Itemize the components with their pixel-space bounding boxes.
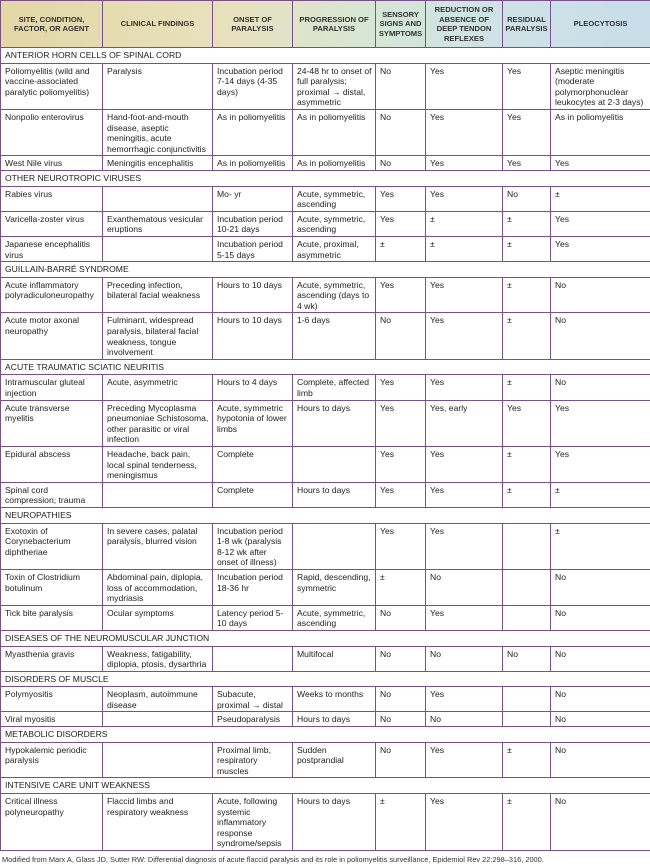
table-cell: Yes — [376, 211, 426, 236]
table-cell: No — [551, 794, 650, 851]
table-cell: Proximal limb, respiratory muscles — [213, 742, 293, 778]
table-cell: Ocular symptoms — [103, 605, 213, 630]
table-row — [1, 712, 650, 727]
table-row — [1, 400, 650, 446]
section-row — [1, 507, 650, 523]
table-cell: No — [551, 742, 650, 778]
table-cell: Yes — [376, 277, 426, 313]
table-row — [1, 447, 650, 483]
table-cell: No — [376, 687, 426, 712]
table-cell: Yes — [503, 63, 551, 109]
table-cell — [103, 712, 213, 727]
table-cell: As in poliomyelitis — [551, 109, 650, 155]
table-cell: Spinal cord compression; trauma — [1, 482, 103, 507]
table-cell: No — [551, 313, 650, 359]
table-cell: Hand-foot-and-mouth disease, aseptic meningitis, acute hemorrhagic conjunctivitis — [103, 109, 213, 155]
table-cell: Incubation period 1-8 wk (paralysis 8-12 wk after onset of illness) — [213, 523, 293, 569]
section-row — [1, 630, 650, 646]
table-cell: Abdominal pain, diplopia, loss of accommodation, mydriasis — [103, 569, 213, 605]
table-cell: ± — [503, 742, 551, 778]
table-cell: Hours to days — [293, 482, 376, 507]
table-cell — [103, 742, 213, 778]
table-cell: Yes — [426, 375, 503, 400]
table-cell: Neoplasm, autoimmune disease — [103, 687, 213, 712]
table-cell: Acute, following systemic inflammatory response syndrome/sepsis — [213, 794, 293, 851]
table-cell: ± — [426, 236, 503, 261]
table-cell: No — [376, 156, 426, 171]
table-cell: Incubation period 18-36 hr — [213, 569, 293, 605]
table-cell: ± — [503, 211, 551, 236]
table-cell: Multifocal — [293, 646, 376, 671]
table-cell: Yes — [503, 156, 551, 171]
table-cell: Yes — [376, 482, 426, 507]
table-cell: Hours to 10 days — [213, 277, 293, 313]
table-cell: Yes — [426, 277, 503, 313]
table-cell: Yes — [551, 400, 650, 446]
column-header: ONSET OF PARALYSIS — [213, 1, 293, 48]
table-row — [1, 277, 650, 313]
table-cell: Japanese encephalitis virus — [1, 236, 103, 261]
column-header: SENSORY SIGNS AND SYMPTOMS — [376, 1, 426, 48]
table-cell: No — [503, 646, 551, 671]
table-cell: Rabies virus — [1, 186, 103, 211]
table-cell: Yes — [551, 156, 650, 171]
table-cell: Yes — [426, 687, 503, 712]
table-cell: Acute transverse myelitis — [1, 400, 103, 446]
table-header-row — [1, 1, 650, 48]
table-cell: No — [376, 646, 426, 671]
table-cell: Epidural abscess — [1, 447, 103, 483]
table-cell: Complete, affected limb — [293, 375, 376, 400]
section-row — [1, 170, 650, 186]
table-cell: As in poliomyelitis — [213, 109, 293, 155]
table-cell: Yes — [551, 211, 650, 236]
table-cell: No — [376, 313, 426, 359]
table-cell: Latency period 5-10 days — [213, 605, 293, 630]
table-cell: Rapid, descending, symmetric — [293, 569, 376, 605]
table-cell: ± — [503, 447, 551, 483]
table-cell: No — [376, 712, 426, 727]
table-cell: Intramuscular gluteal injection — [1, 375, 103, 400]
section-row — [1, 671, 650, 687]
table-cell: Poliomyelitis (wild and vaccine-associated paralytic poliomyelitis) — [1, 63, 103, 109]
table-row — [1, 646, 650, 671]
table-cell — [503, 523, 551, 569]
table-cell — [103, 482, 213, 507]
table-row — [1, 236, 650, 261]
table-row — [1, 687, 650, 712]
table-cell: ± — [503, 313, 551, 359]
table-cell: Hours to 10 days — [213, 313, 293, 359]
table-cell: ± — [551, 523, 650, 569]
table-cell: West Nile virus — [1, 156, 103, 171]
column-header: PROGRESSION OF PARALYSIS — [293, 1, 376, 48]
table-cell: Yes — [376, 447, 426, 483]
table-row — [1, 63, 650, 109]
table-cell: Exanthematous vesicular eruptions — [103, 211, 213, 236]
table-cell: Nonpolio enterovirus — [1, 109, 103, 155]
table-cell: Yes — [426, 63, 503, 109]
section-title: GUILLAIN-BARRÉ SYNDROME — [1, 262, 650, 278]
table-cell: Incubation period 7-14 days (4-35 days) — [213, 63, 293, 109]
table-cell: Yes — [376, 400, 426, 446]
table-cell: 1-6 days — [293, 313, 376, 359]
table-cell: Weeks to months — [293, 687, 376, 712]
table-cell: Sudden postprandial — [293, 742, 376, 778]
table-cell: No — [551, 375, 650, 400]
section-title: METABOLIC DISORDERS — [1, 727, 650, 743]
section-row — [1, 727, 650, 743]
table-cell: ± — [376, 569, 426, 605]
table-cell: Acute, asymmetric — [103, 375, 213, 400]
table-cell: Polymyositis — [1, 687, 103, 712]
table-cell: Yes — [426, 186, 503, 211]
table-cell — [213, 646, 293, 671]
table-row — [1, 605, 650, 630]
table-cell: No — [426, 712, 503, 727]
table-cell: ± — [376, 236, 426, 261]
table-cell: Yes — [426, 447, 503, 483]
table-cell: Hypokalemic periodic paralysis — [1, 742, 103, 778]
table-cell: Viral myositis — [1, 712, 103, 727]
table-cell — [103, 186, 213, 211]
table-cell: Hours to 4 days — [213, 375, 293, 400]
table-cell: Yes — [426, 742, 503, 778]
table-cell: Complete — [213, 447, 293, 483]
table-cell: No — [551, 277, 650, 313]
table-row — [1, 794, 650, 851]
table-cell: Acute motor axonal neuropathy — [1, 313, 103, 359]
table-cell: No — [376, 605, 426, 630]
table-cell: Yes — [551, 447, 650, 483]
table-cell: Yes — [426, 794, 503, 851]
column-header: RESIDUAL PARALYSIS — [503, 1, 551, 48]
section-title: ACUTE TRAUMATIC SCIATIC NEURITIS — [1, 359, 650, 375]
table-cell: Incubation period 5-15 days — [213, 236, 293, 261]
table-cell: Acute inflammatory polyradiculoneuropathy — [1, 277, 103, 313]
footnote: Modified from Marx A, Glass JD, Sutter RW: Differential diagnosis of acute flaccid paralysis and its role in poliomyelitis surveillance, Epidemiol Rev 22:298–316, 2000. — [0, 851, 650, 868]
table-cell: Paralysis — [103, 63, 213, 109]
table-cell: Complete — [213, 482, 293, 507]
table-cell: Hours to days — [293, 400, 376, 446]
table-cell — [103, 236, 213, 261]
table-cell: Meningitis encephalitis — [103, 156, 213, 171]
table-cell: No — [551, 687, 650, 712]
section-title: DISORDERS OF MUSCLE — [1, 671, 650, 687]
table-cell: ± — [426, 211, 503, 236]
table-row — [1, 482, 650, 507]
table-row — [1, 109, 650, 155]
table-cell: ± — [551, 186, 650, 211]
table-cell: Hours to days — [293, 712, 376, 727]
table-cell: ± — [503, 794, 551, 851]
table-cell: Myasthenia gravis — [1, 646, 103, 671]
table-cell: Flaccid limbs and respiratory weakness — [103, 794, 213, 851]
table-cell — [503, 569, 551, 605]
table-cell: Yes — [503, 109, 551, 155]
section-row — [1, 48, 650, 64]
table-cell: Toxin of Clostridium botulinum — [1, 569, 103, 605]
table-cell: Subacute, proximal → distal — [213, 687, 293, 712]
table-cell: 24-48 hr to onset of full paralysis; proximal → distal, asymmetric — [293, 63, 376, 109]
table-row — [1, 375, 650, 400]
table-cell: Yes — [426, 482, 503, 507]
table-cell: Acute, symmetric, ascending (days to 4 wk) — [293, 277, 376, 313]
table-cell: Yes — [426, 109, 503, 155]
column-header: SITE, CONDITION, FACTOR, OR AGENT — [1, 1, 103, 48]
table-cell — [503, 712, 551, 727]
table-row — [1, 211, 650, 236]
table-cell: As in poliomyelitis — [293, 156, 376, 171]
table-cell: No — [376, 109, 426, 155]
table-cell: No — [551, 712, 650, 727]
table-cell: Preceding Mycoplasma pneumoniae Schistosoma, other parasitic or viral infection — [103, 400, 213, 446]
section-row — [1, 359, 650, 375]
section-title: NEUROPATHIES — [1, 507, 650, 523]
table-cell — [293, 447, 376, 483]
table-cell: ± — [503, 375, 551, 400]
table-cell: Incubation period 10-21 days — [213, 211, 293, 236]
table-row — [1, 186, 650, 211]
table-cell: Yes — [426, 523, 503, 569]
table-row — [1, 313, 650, 359]
table-cell: Mo- yr — [213, 186, 293, 211]
table-cell: Exotoxin of Corynebacterium diphtheriae — [1, 523, 103, 569]
table-cell — [503, 687, 551, 712]
table-cell: No — [503, 186, 551, 211]
table-cell: ± — [503, 482, 551, 507]
table-cell: No — [551, 569, 650, 605]
table-cell: Hours to days — [293, 794, 376, 851]
table-cell: Yes — [426, 313, 503, 359]
table-cell: As in poliomyelitis — [293, 109, 376, 155]
table-cell: ± — [551, 482, 650, 507]
table-row — [1, 569, 650, 605]
table-cell: Acute, symmetric, ascending — [293, 186, 376, 211]
table-cell: As in poliomyelitis — [213, 156, 293, 171]
table-cell: Fulminant, widespread paralysis, bilateral facial weakness, tongue involvement — [103, 313, 213, 359]
table-cell: Yes — [376, 523, 426, 569]
table-cell: Yes — [551, 236, 650, 261]
table-cell: Aseptic meningitis (moderate polymorphonuclear leukocytes at 2-3 days) — [551, 63, 650, 109]
table-cell: Pseudoparalysis — [213, 712, 293, 727]
table-cell: Yes — [426, 605, 503, 630]
table-cell — [503, 605, 551, 630]
table-cell: Acute, symmetric, ascending — [293, 211, 376, 236]
table-cell: Yes — [376, 375, 426, 400]
table-cell: Weakness, fatigability, diplopia, ptosis, dysarthria — [103, 646, 213, 671]
table-cell: Yes — [503, 400, 551, 446]
table-cell: Preceding infection, bilateral facial weakness — [103, 277, 213, 313]
table-cell: No — [376, 63, 426, 109]
table-row — [1, 742, 650, 778]
section-row — [1, 262, 650, 278]
section-title: OTHER NEUROTROPIC VIRUSES — [1, 170, 650, 186]
table-cell: ± — [503, 236, 551, 261]
table-cell: No — [426, 646, 503, 671]
table-cell: Yes — [426, 156, 503, 171]
table-cell: In severe cases, palatal paralysis, blurred vision — [103, 523, 213, 569]
column-header: PLEOCYTOSIS — [551, 1, 650, 48]
table-cell: ± — [376, 794, 426, 851]
table-row — [1, 156, 650, 171]
table-cell: Headache, back pain, local spinal tenderness, meningismus — [103, 447, 213, 483]
table-cell: No — [551, 646, 650, 671]
table-cell: ± — [503, 277, 551, 313]
section-title: DISEASES OF THE NEUROMUSCULAR JUNCTION — [1, 630, 650, 646]
table-cell: Yes — [376, 186, 426, 211]
column-header: CLINICAL FINDINGS — [103, 1, 213, 48]
table-cell: No — [376, 742, 426, 778]
table-cell: No — [426, 569, 503, 605]
table-cell: Critical illness polyneuropathy — [1, 794, 103, 851]
section-row — [1, 778, 650, 794]
table-cell: Tick bite paralysis — [1, 605, 103, 630]
section-title: INTENSIVE CARE UNIT WEAKNESS — [1, 778, 650, 794]
section-title: ANTERIOR HORN CELLS OF SPINAL CORD — [1, 48, 650, 64]
table-cell — [293, 523, 376, 569]
table-row — [1, 523, 650, 569]
table-cell: Varicella-zoster virus — [1, 211, 103, 236]
table-cell: Acute, proximal, asymmetric — [293, 236, 376, 261]
table-cell: Yes, early — [426, 400, 503, 446]
column-header: REDUCTION OR ABSENCE OF DEEP TENDON REFLEXES — [426, 1, 503, 48]
table-cell: Acute, symmetric hypotonia of lower limbs — [213, 400, 293, 446]
table-cell: No — [551, 605, 650, 630]
table-cell: Acute, symmetric, ascending — [293, 605, 376, 630]
